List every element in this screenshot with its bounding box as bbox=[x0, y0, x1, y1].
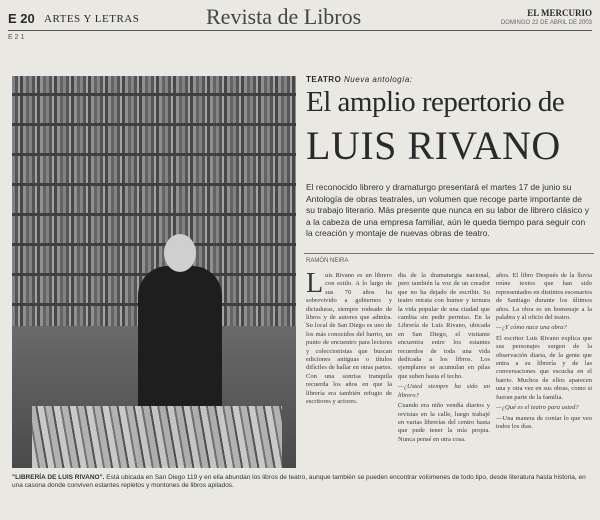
text-column-2 bbox=[398, 272, 490, 510]
man-head bbox=[164, 234, 196, 272]
column-3-question: —¿Y cómo nace una obra? bbox=[496, 324, 567, 332]
column-2-text: dia de la dramaturgia nacional, pero también la voz de un creador que no ha dejado de escribir. Su teatro retrata con humor y ternura la vida popular de una ciudad que cambia sin pedir permiso. En la Librería de Luis Rivano, ubicada en San Diego, el visitante encuentra entre los estantes recuerdos de toda una vida dedicada a los libros. Los ejemplares se acumulan en pilas que suben hasta el techo. bbox=[398, 272, 490, 380]
issue-date: DOMINGO 22 DE ABRIL DE 2003 bbox=[500, 20, 592, 26]
kicker-sub: Nueva antología: bbox=[344, 75, 413, 84]
column-1-text: uis Rivano es un librero con estilo. A lo largo de sus 70 años ha sobrevivido a gobiernos y dictaduras, siempre rodeado de libros y de autores que admira. Su local de San Diego es uno de los más conocidos del barrio, un punto de encuentro para lectores y coleccionistas que buscan ediciones antiguas o títulos difíciles de hallar en otras partes. Con una sonrisa tranquila recuerda los años en que la librería era también refugio de escritores y actores. bbox=[306, 272, 392, 406]
caption-text: Está ubicada en San Diego 119 y en ella abundan los libros de teatro, aunque también se pueden encontrar volúmenes de todo tipo, desde literatura hasta historia, en una casona donde conviven estantes repletos y montones de libros apilados. bbox=[12, 474, 586, 489]
column-3-question-2: —¿Qué es el teatro para usted? bbox=[496, 404, 579, 412]
text-column-3 bbox=[496, 272, 592, 510]
article-kicker bbox=[306, 75, 413, 84]
book-stacks bbox=[32, 406, 282, 468]
kicker-label: TEATRO bbox=[306, 75, 342, 84]
page-subcode: E 2 1 bbox=[8, 34, 25, 41]
newspaper-name: EL MERCURIO bbox=[527, 8, 592, 18]
byline: RAMÓN NEIRA bbox=[306, 258, 349, 264]
column-3-end: —Una manera de contar lo que veo todos los días. bbox=[496, 414, 592, 430]
text-column-1 bbox=[306, 272, 392, 510]
article-lead: El reconocido librero y dramaturgo presentará el martes 17 de junio su Antología de obras teatrales, un volumen que recoge parte importante de su trabajo literario. Más presente que nunca en su labor de librero clásico y a la cabeza de una empresa familiar, aún le queda tiempo para seguir con la creación y montaje de nuevas obras de teatro. bbox=[306, 182, 590, 238]
drop-cap: L bbox=[306, 272, 324, 299]
section-number: E 20 bbox=[8, 11, 35, 26]
caption-title: "LIBRERÍA DE LUIS RIVANO". bbox=[12, 474, 105, 481]
column-2-answer: Cuando era niño vendía diarios y revistas en la calle, luego trabajé en varias librerías del centro hasta que pude tener la mía propia. Nunca pensé en otra cosa. bbox=[398, 402, 490, 443]
headline-line2: LUIS RIVANO bbox=[306, 123, 561, 168]
column-2-question: —¿Usted siempre ha sido un librero? bbox=[398, 383, 490, 399]
page-header bbox=[8, 6, 592, 31]
headline-line1: El amplio repertorio de bbox=[306, 86, 565, 118]
divider bbox=[304, 253, 594, 254]
supplement-title: Revista de Libros bbox=[206, 4, 362, 29]
column-3-answer: El escritor Luis Rivano explica que sus personajes surgen de la observación diaria, de la gente que entra a su librería y de las conversaciones que escucha en el barrio. Muchos de ellos aparecen una y otra vez en sus obras, como si fueran parte de la familia. bbox=[496, 334, 592, 401]
section-name: ARTES Y LETRAS bbox=[44, 13, 140, 25]
bookstore-photo bbox=[12, 76, 296, 468]
column-3-text: años. El libro Después de la lluvia reúne textos que han sido representados en distintos escenarios de Santiago durante los últimos años. La obra es un homenaje a la palabra y al oficio del teatro. bbox=[496, 272, 592, 322]
